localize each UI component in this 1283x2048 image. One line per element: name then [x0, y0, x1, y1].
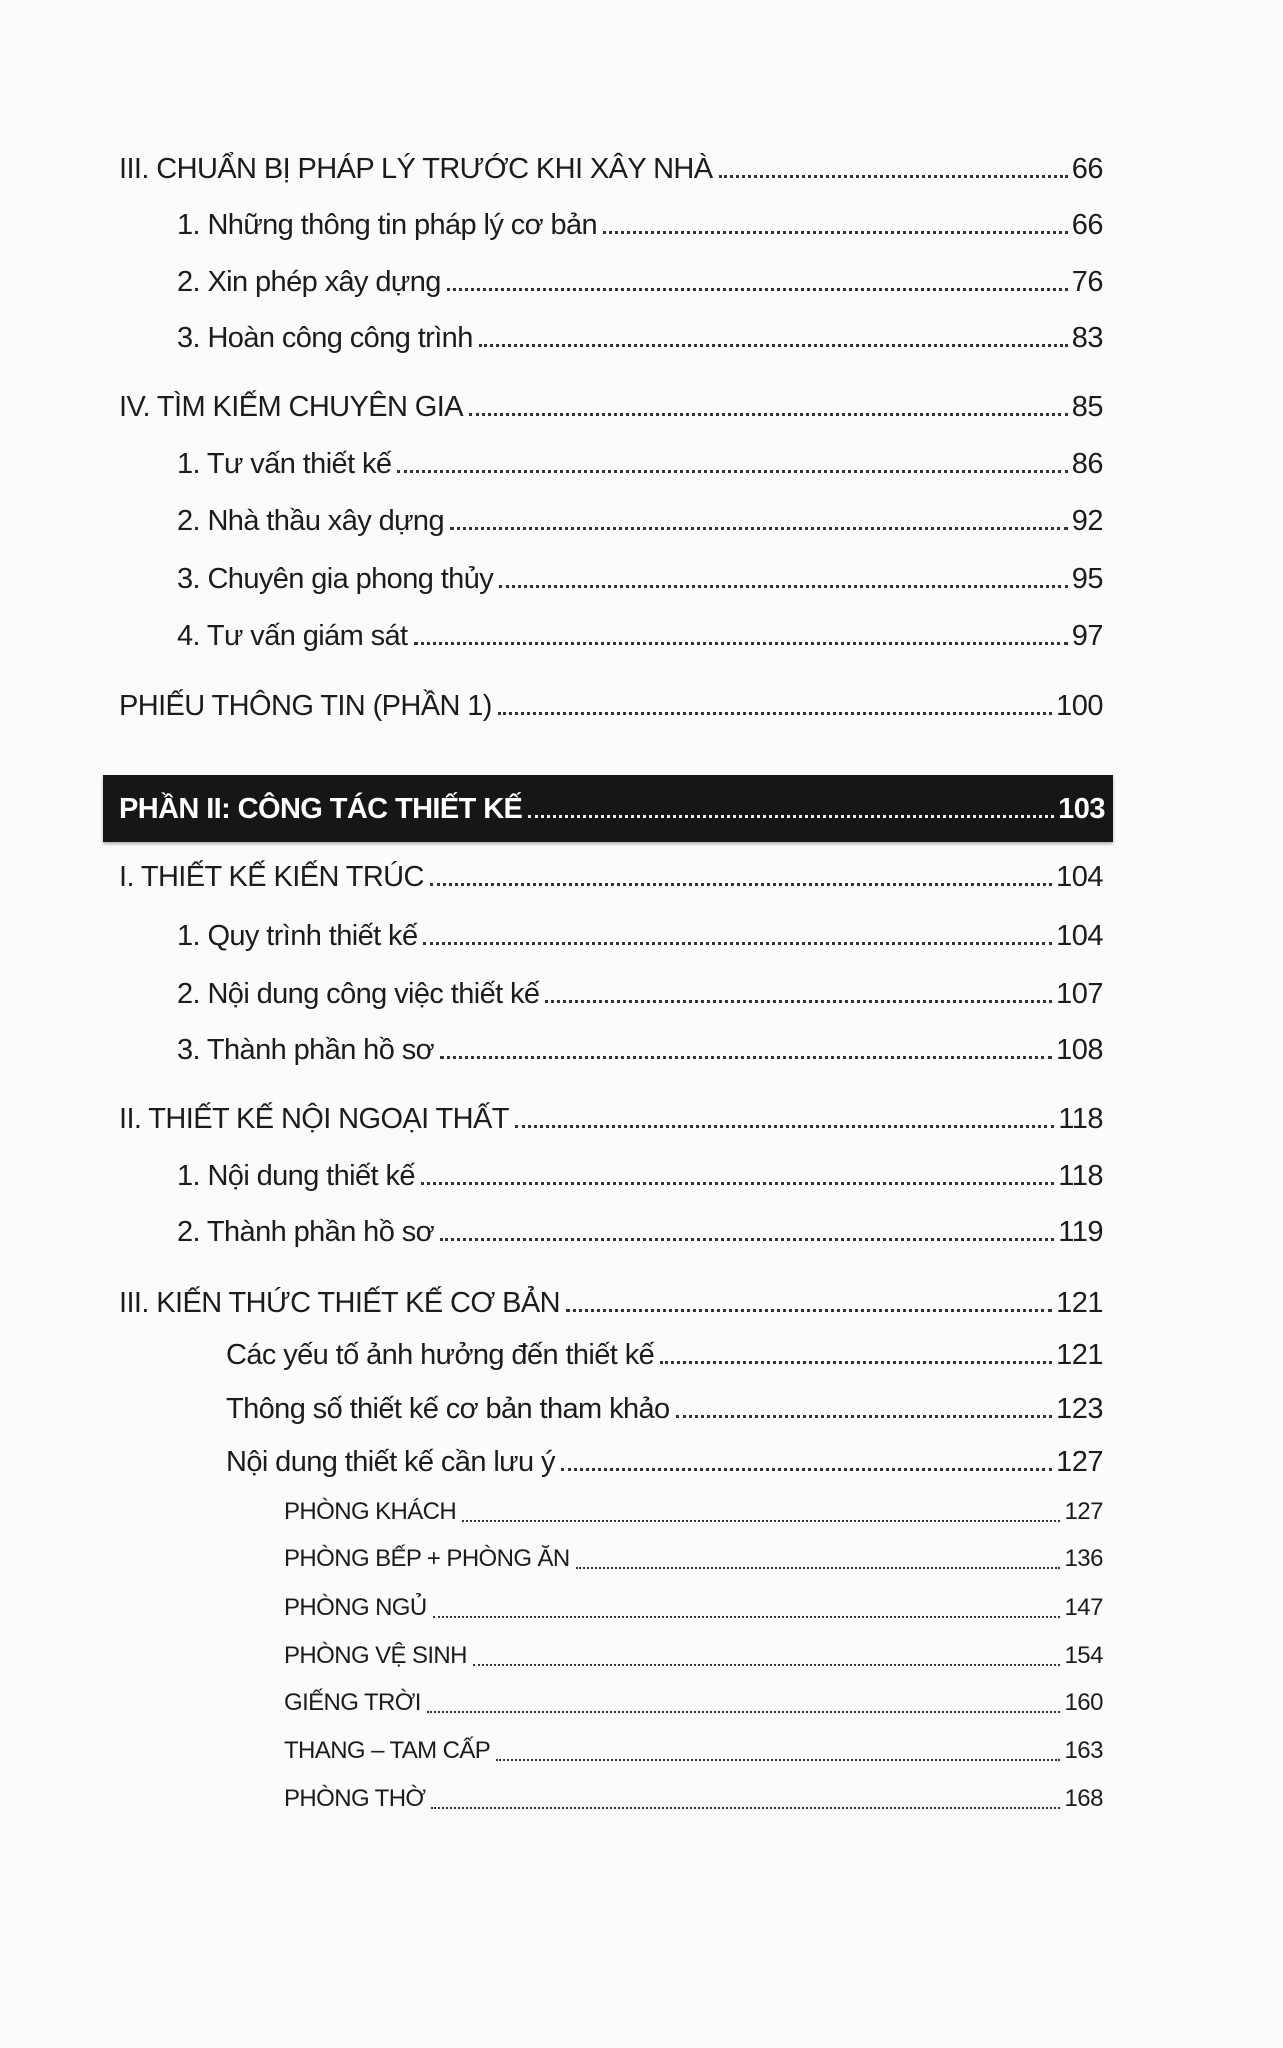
- toc-entry-label: PHÒNG THỜ: [284, 1785, 426, 1812]
- dot-leader: [566, 1309, 1052, 1312]
- toc-entry-page: 86: [1071, 448, 1103, 480]
- dot-leader: [719, 175, 1068, 178]
- dot-leader: [431, 1807, 1060, 1809]
- toc-entry-page: 136: [1064, 1545, 1103, 1572]
- toc-entry[interactable]: [177, 916, 1103, 956]
- dot-leader: [676, 1415, 1053, 1418]
- toc-entry-label: 3. Thành phần hồ sơ: [177, 1034, 435, 1066]
- toc-entry[interactable]: [284, 1588, 1103, 1628]
- toc-entry[interactable]: [119, 387, 1103, 427]
- toc-entry-page: 95: [1071, 563, 1103, 595]
- toc-entry[interactable]: [177, 974, 1103, 1014]
- toc-entry-page: 92: [1071, 505, 1103, 537]
- toc-entry[interactable]: [284, 1539, 1103, 1579]
- dot-leader: [440, 1056, 1052, 1059]
- toc-entry[interactable]: [284, 1779, 1103, 1819]
- toc-entry-page: 66: [1071, 209, 1103, 241]
- toc-entry-page: 121: [1056, 1287, 1103, 1319]
- toc-entry-label: 1. Tư vấn thiết kế: [177, 448, 392, 480]
- toc-entry-label: PHÒNG KHÁCH: [284, 1498, 457, 1525]
- toc-entry-page: 107: [1056, 978, 1103, 1010]
- toc-entry-page: 119: [1058, 1216, 1103, 1248]
- toc-entry-label: 4. Tư vấn giám sát: [177, 620, 408, 652]
- toc-entry[interactable]: [119, 857, 1103, 897]
- toc-entry[interactable]: [177, 1212, 1103, 1252]
- toc-entry[interactable]: [284, 1683, 1103, 1723]
- toc-entry-page: 100: [1056, 690, 1103, 722]
- toc-entry-page: 163: [1064, 1737, 1103, 1764]
- dot-leader: [496, 1759, 1060, 1761]
- toc-entry[interactable]: [177, 205, 1103, 245]
- dot-leader: [528, 815, 1054, 818]
- toc-entry-page: 147: [1064, 1594, 1103, 1621]
- toc-entry[interactable]: [119, 1283, 1103, 1323]
- toc-entry-label: II. THIẾT KẾ NỘI NGOẠI THẤT: [119, 1103, 509, 1135]
- toc-entry-page: 168: [1064, 1785, 1103, 1812]
- dot-leader: [450, 527, 1068, 530]
- toc-entry-label: I. THIẾT KẾ KIẾN TRÚC: [119, 861, 424, 893]
- toc-entry-page: 104: [1056, 861, 1103, 893]
- dot-leader: [430, 883, 1052, 886]
- toc-entry-page: 118: [1058, 1103, 1103, 1135]
- dot-leader: [440, 1238, 1054, 1241]
- toc-entry[interactable]: [177, 1030, 1103, 1070]
- dot-leader: [427, 1711, 1061, 1713]
- toc-entry-label: 3. Chuyên gia phong thủy: [177, 563, 494, 595]
- toc-entry-page: 85: [1071, 391, 1103, 423]
- dot-leader: [469, 413, 1068, 416]
- toc-entry[interactable]: [284, 1492, 1103, 1532]
- dot-leader: [433, 1616, 1061, 1618]
- toc-entry-label: 1. Quy trình thiết kế: [177, 920, 418, 952]
- toc-entry-page: 127: [1064, 1498, 1103, 1525]
- dot-leader: [498, 712, 1052, 715]
- toc-entry-label: 2. Thành phần hồ sơ: [177, 1216, 435, 1248]
- dot-leader: [603, 231, 1068, 234]
- toc-entry-label: 3. Hoàn công công trình: [177, 322, 473, 354]
- toc-entry[interactable]: [177, 616, 1103, 656]
- toc-entry-label: III. KIẾN THỨC THIẾT KẾ CƠ BẢN: [119, 1287, 560, 1319]
- toc-entry-page: 83: [1071, 322, 1103, 354]
- toc-entry-page: 76: [1071, 266, 1103, 298]
- dot-leader: [479, 344, 1068, 347]
- toc-entry-page: 118: [1058, 1160, 1103, 1192]
- toc-entry-label: Các yếu tố ảnh hưởng đến thiết kế: [226, 1339, 655, 1371]
- toc-entry[interactable]: [177, 501, 1103, 541]
- dot-leader: [462, 1520, 1060, 1522]
- toc-entry-label: Nội dung thiết kế cần lưu ý: [226, 1446, 555, 1478]
- toc-entry-label: 1. Những thông tin pháp lý cơ bản: [177, 209, 598, 241]
- toc-entry-label: PHIẾU THÔNG TIN (PHẦN 1): [119, 690, 492, 722]
- toc-entry[interactable]: [119, 1099, 1103, 1139]
- dot-leader: [473, 1664, 1061, 1666]
- toc-entry[interactable]: [177, 318, 1103, 358]
- toc-entry-page: 160: [1064, 1689, 1103, 1716]
- toc-entry[interactable]: [119, 149, 1103, 189]
- toc-entry-label: 2. Nội dung công việc thiết kế: [177, 978, 540, 1010]
- toc-entry-label: GIẾNG TRỜI: [284, 1689, 421, 1716]
- toc-entry-label: Thông số thiết kế cơ bản tham khảo: [226, 1393, 670, 1425]
- part-header-bar: [103, 775, 1113, 842]
- toc-entry-page: 104: [1056, 920, 1103, 952]
- dot-leader: [576, 1567, 1061, 1569]
- toc-entry[interactable]: [177, 444, 1103, 484]
- dot-leader: [414, 642, 1068, 645]
- toc-entry-label: 1. Nội dung thiết kế: [177, 1160, 415, 1192]
- toc-entry-label: THANG – TAM CẤP: [284, 1737, 491, 1764]
- toc-entry[interactable]: [284, 1731, 1103, 1771]
- toc-entry-page: 127: [1056, 1446, 1103, 1478]
- toc-entry[interactable]: [226, 1389, 1103, 1429]
- toc-entry[interactable]: [177, 262, 1103, 302]
- dot-leader: [447, 288, 1068, 291]
- toc-entry-label: III. CHUẨN BỊ PHÁP LÝ TRƯỚC KHI XÂY NHÀ: [119, 153, 713, 185]
- toc-entry-label: PHÒNG NGỦ: [284, 1594, 427, 1621]
- toc-entry-label: PHẦN II: CÔNG TÁC THIẾT KẾ: [119, 793, 523, 825]
- dot-leader: [545, 1000, 1052, 1003]
- toc-entry-page: 123: [1056, 1393, 1103, 1425]
- toc-entry-page: 103: [1058, 793, 1105, 825]
- dot-leader: [561, 1468, 1052, 1471]
- dot-leader: [660, 1361, 1052, 1364]
- dot-leader: [397, 470, 1067, 473]
- toc-entry[interactable]: [119, 686, 1103, 726]
- toc-entry[interactable]: [284, 1636, 1103, 1676]
- toc-entry[interactable]: [177, 1156, 1103, 1196]
- toc-entry-label: PHÒNG VỆ SINH: [284, 1642, 467, 1669]
- toc-entry[interactable]: [177, 559, 1103, 599]
- dot-leader: [515, 1125, 1054, 1128]
- dot-leader: [421, 1182, 1054, 1185]
- toc-entry-page: 154: [1064, 1642, 1103, 1669]
- toc-entry-page: 66: [1071, 153, 1103, 185]
- toc-entry[interactable]: [226, 1335, 1103, 1375]
- toc-entry-label: 2. Xin phép xây dựng: [177, 266, 441, 298]
- dot-leader: [423, 942, 1052, 945]
- toc-entry-label: PHÒNG BẾP + PHÒNG ĂN: [284, 1545, 570, 1572]
- toc-entry-label: 2. Nhà thầu xây dựng: [177, 505, 444, 537]
- dot-leader: [499, 585, 1068, 588]
- toc-entry-page: 121: [1056, 1339, 1103, 1371]
- toc-part-header[interactable]: [119, 789, 1105, 829]
- toc-entry-page: 97: [1071, 620, 1103, 652]
- toc-entry-page: 108: [1056, 1034, 1103, 1066]
- toc-entry-label: IV. TÌM KIẾM CHUYÊN GIA: [119, 391, 463, 423]
- toc-entry[interactable]: [226, 1442, 1103, 1482]
